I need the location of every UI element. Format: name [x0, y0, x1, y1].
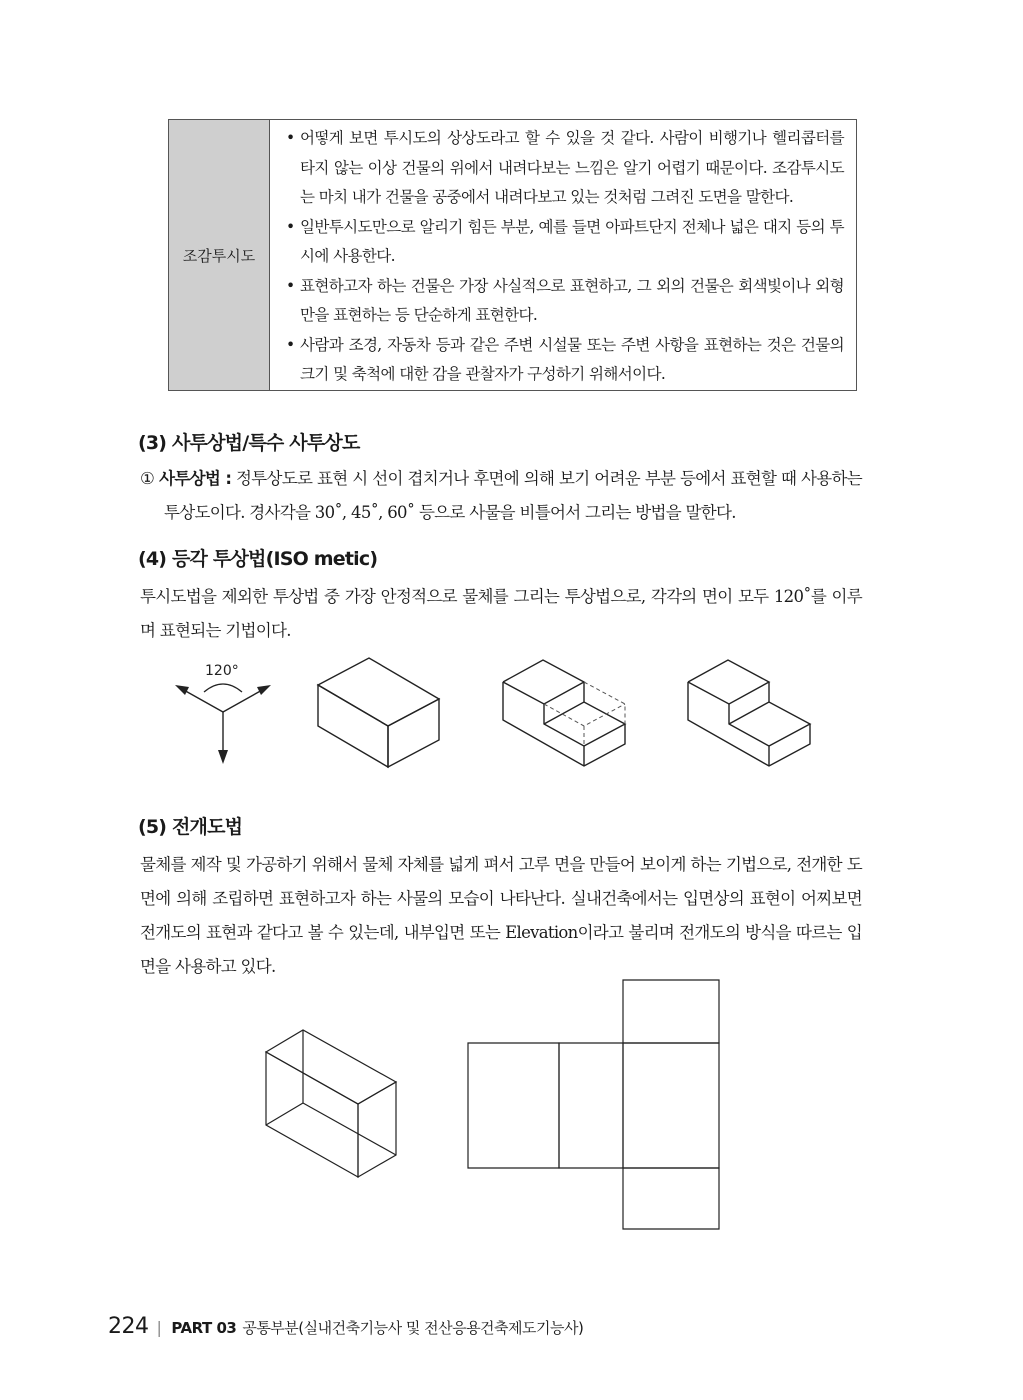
bird-eye-perspective-table: [168, 119, 857, 391]
angle-label: 120°: [205, 663, 239, 679]
arrowhead-left: [175, 685, 189, 695]
arrowhead-right: [257, 685, 271, 695]
table-header-cell: 조감투시도: [169, 120, 270, 390]
stepped-block-diagram: [680, 652, 820, 777]
section3-item: [140, 462, 862, 530]
section5-text: 물체를 제작 및 가공하기 위해서 물체 자체를 넓게 펴서 고루 면을 만들어 보이게 하는 기법으로, 전개한 도면에 의해 조립하면 표현하고자 하는 사물의 모습이 나타난다. 실내건축에서는 입면상의 표현이 어찌보면 전개도의 표현과 같다고 볼 수 있는데, 내부입면 또는 Elevation이라고 불리며 전개도의 방식을 따르는 입면을 사용하고 있다.: [140, 855, 862, 976]
net-face: [623, 1168, 719, 1229]
part-subtitle: 공통부분(실내건축기능사 및 전산응용건축제도기능사): [242, 1319, 584, 1337]
table-bullet: • 일반투시도만으로 알리기 힘든 부분, 예를 들면 아파트단지 전체나 넓은 대지 등의 투시에 사용한다.: [284, 213, 844, 272]
table-body-cell: [270, 120, 856, 390]
net-face: [623, 980, 719, 1043]
table-bullet: • 사람과 조경, 자동차 등과 같은 주변 시설물 또는 주변 사항을 표현하는 것은 건물의 크기 및 축척에 대한 감을 관찰자가 구성하기 위해서이다.: [284, 331, 844, 390]
part-label: PART 03: [171, 1319, 237, 1337]
angle-arc: [204, 684, 242, 692]
net-face: [623, 1043, 719, 1168]
isometric-box-diagram: [310, 652, 445, 772]
item-text: 정투상도로 표현 시 선이 겹치거나 후면에 의해 보기 어려운 부분 등에서 표현할 때 사용하는 투상도이다. 경사각을 30˚, 45˚, 60˚ 등으로 사물을 비틀어서 그리는 방법을 말한다.: [164, 469, 862, 522]
section4-text: 투시도법을 제외한 투상법 중 가장 안정적으로 물체를 그리는 투상법으로, 각각의 면이 모두 120˚를 이루며 표현되는 기법이다.: [140, 587, 862, 640]
item-term: 사투상법 :: [159, 469, 232, 488]
footer-separator: |: [156, 1318, 162, 1337]
axis-left: [182, 689, 223, 712]
page-footer: [108, 1314, 583, 1339]
wireframe-box-diagram: [258, 1022, 418, 1187]
table-bullet: • 표현하고자 하는 건물은 가장 사실적으로 표현하고, 그 외의 건물은 회색빛이나 외형만을 표현하는 등 단순하게 표현한다.: [284, 272, 844, 331]
isometric-axes-diagram: [160, 650, 290, 770]
net-face: [468, 1043, 559, 1168]
item-marker: ①: [140, 469, 155, 488]
net-face: [559, 1043, 623, 1168]
arrowhead-down: [218, 750, 228, 764]
axis-right: [223, 689, 264, 712]
stepped-block-with-hidden-lines-diagram: [495, 652, 635, 777]
page-number: 224: [108, 1314, 149, 1339]
section3-heading: (3) 사투상법/특수 사투상도: [138, 432, 360, 454]
section5-heading: (5) 전개도법: [138, 816, 243, 838]
table-bullet: • 어떻게 보면 투시도의 상상도라고 할 수 있을 것 같다. 사람이 비행기나 헬리콥터를 타지 않는 이상 건물의 위에서 내려다보는 느낌은 알기 어렵기 때문이다. 조감투시도는 마치 내가 건물을 공중에서 내려다보고 있는 것처럼 그려진 도면을 말한다.: [284, 124, 844, 213]
section4-heading: (4) 등각 투상법(ISO metic): [138, 548, 378, 570]
unfolded-net-diagram: [466, 978, 724, 1233]
